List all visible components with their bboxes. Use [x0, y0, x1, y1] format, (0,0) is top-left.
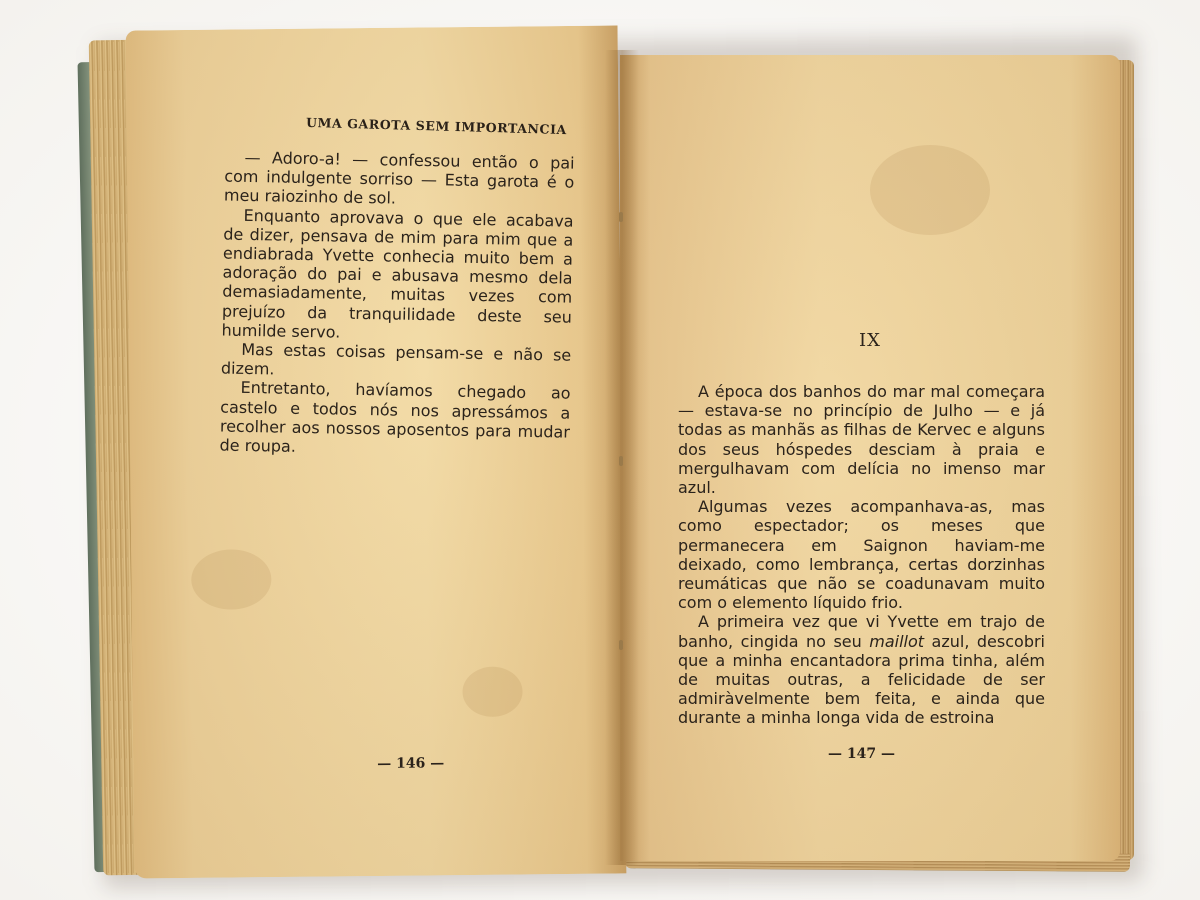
- paper-stain: [191, 549, 272, 610]
- paragraph: [678, 612, 1045, 727]
- paragraph: — Adoro-a! — confessou então o pai com indulgente sorriso — Esta garota é o meu raiozinho de sol.: [223, 147, 575, 208]
- binding-stitch: [619, 640, 623, 650]
- paragraph: A época dos banhos do mar mal começara — estava-se no princípio de Julho — e já todas as manhãs as filhas de Kervec e alguns dos seus hóspedes desciam à praia e mergulhavam com delícia no imenso mar azul.: [678, 382, 1045, 498]
- right-page-body: [678, 382, 1045, 728]
- paragraph-text: A primeira vez que vi Yvette em trajo de banho, cingida no seu: [678, 612, 1045, 651]
- page-number: — 147 —: [828, 746, 895, 762]
- paragraph: Mas estas coisas pensam-se e não se dizem.: [220, 339, 572, 379]
- page-number: — 146 —: [377, 755, 445, 773]
- right-page: [620, 55, 1120, 861]
- paper-stain: [462, 666, 523, 717]
- chapter-heading: IX: [859, 330, 881, 351]
- paper-stain: [870, 145, 990, 235]
- left-page-body: [219, 148, 574, 461]
- paragraph: Entretanto, havíamos chegado ao castelo e todos nós nos apressámos a recolher aos nossos aposentos para mudar de roupa.: [219, 378, 571, 456]
- left-page: [126, 25, 627, 878]
- paragraph: Algumas vezes acompanhava-as, mas como espectador; os meses que permanecera em Saignon haviam-me deixado, como lembrança, certas dorzinhas reumáticas que não se coadunavam muito com o elemento líquido frio.: [678, 497, 1045, 613]
- paragraph: Enquanto aprovava o que ele acabava de dizer, pensava de mim para mim que a endiabrada Yvette conhecia muito bem a adoração do pai e abusava mesmo dela demasiadamente, muitas vezes com prejuízo da tranquilidade deste seu humilde servo.: [221, 205, 574, 342]
- running-header: UMA GAROTA SEM IMPORTANCIA: [305, 114, 568, 138]
- binding-stitch: [619, 212, 623, 222]
- binding-stitch: [619, 456, 623, 466]
- paragraph-text: azul, descobri que a minha encantadora prima tinha, além de muitas outras, a felicidade de ser admiràvelmente bem feita, e ainda que durante a minha longa vida de estroina: [678, 631, 1045, 728]
- italic-word: maillot: [869, 631, 925, 651]
